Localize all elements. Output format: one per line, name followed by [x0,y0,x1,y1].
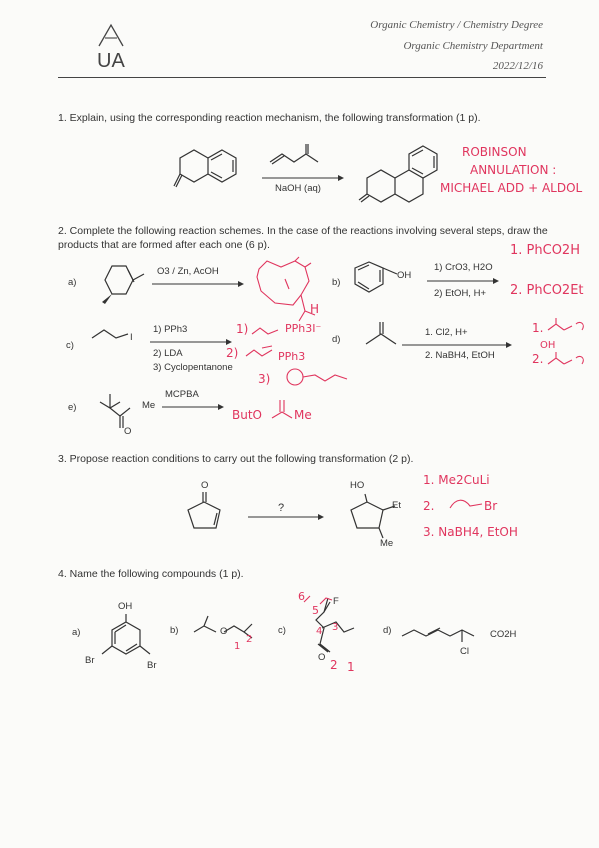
q4c-number-6: 6 [298,590,305,603]
q4c-number-1: 1 [347,660,355,674]
header-divider [58,77,546,78]
q2d-reagent-1: 1. Cl2, H+ [425,327,468,338]
q3-product-structure [345,490,405,545]
q2c-answer-step3: 3) [258,372,271,386]
q2c-answer-ylide: PPh3 [278,350,306,363]
q2d-answer-1-label: 1. [532,321,544,335]
q2b-reagent-2: 2) EtOH, H+ [434,288,486,299]
q2e-answer-me: Me [294,408,312,422]
q4c-number-2: 2 [330,658,338,672]
q3-product-et: Et [392,500,401,511]
q4a-label: a) [72,627,81,638]
q2d-reagent-2: 2. NaBH4, EtOH [425,350,495,361]
q4d-carboxylic-acid: CO2H [490,629,517,640]
q2d-answer-1-drawing [544,316,590,336]
q2a-label: a) [68,277,77,288]
q2b-reagent-1: 1) CrO3, H2O [434,262,493,273]
q4a-br-left: Br [85,655,95,666]
q1-note-robinson: ROBINSON [462,145,527,159]
q4c-number-5: 5 [312,604,319,617]
q2d-label: d) [332,334,341,345]
q1-note-annulation: ANNULATION : [470,163,557,177]
q4a-br-right: Br [147,660,157,671]
q4c-label: c) [278,625,286,636]
q2d-answer-2-label: 2. [532,352,544,366]
q4d-chlorine: Cl [460,646,469,657]
header-date: 2022/12/16 [492,60,543,72]
q3-answer-2: 2. [423,499,435,513]
q1-reagent: NaOH (aq) [275,183,321,194]
q1-reactant-structure [170,140,250,210]
q2c-reagent-3: 3) Cyclopentanone [153,362,233,373]
q2e-reactant-structure [96,386,146,436]
q3-answer-3: 3. NaBH4, EtOH [423,525,518,539]
q2c-answer-phosphonium: PPh3I⁻ [285,322,322,335]
q3-answer-2-br: Br [484,499,498,513]
q3-reactant-structure [180,490,240,540]
q2a-answer-h: H [310,302,320,316]
q2c-label: c) [66,340,74,351]
q3-answer-1: 1. Me2CuLi [423,473,490,487]
university-logo-icon [96,22,126,48]
q4c-number-3: 3 [332,622,339,633]
q4c-number-4: 4 [316,626,323,637]
q2d-answer-oh: OH [540,340,556,351]
q2b-answer-2: 2. PhCO2Et [510,283,584,298]
q3-arrow [246,512,331,522]
q4d-label: d) [383,625,392,636]
q4a-oh: OH [118,601,133,612]
q4b-structure [190,612,270,652]
q2c-answer-chain-2 [244,344,284,360]
q1-enone-structure [268,142,328,172]
q2e-label: e) [68,402,77,413]
q2c-answer-step1: 1) [236,322,249,336]
q4-text: 4. Name the following compounds (1 p). [58,568,244,580]
q3-product-ho: HO [350,480,365,491]
q2a-reagent: O3 / Zn, AcOH [157,266,219,277]
q2c-reagent-1: 1) PPh3 [153,324,188,335]
q2c-answer-alkene [285,365,355,387]
q2b-answer-1: 1. PhCO2H [510,243,580,258]
q2d-arrow [400,340,520,350]
q4b-number-1: 1 [234,641,241,652]
header-department: Organic Chemistry Department [403,40,543,52]
q4c-fluorine: F [333,596,339,607]
q4b-number-2: 2 [246,634,253,645]
q2e-reagent: MCPBA [165,389,199,400]
q2e-oxygen: O [124,426,132,437]
header-course: Organic Chemistry / Chemistry Degree [370,19,543,31]
q1-reaction-arrow [260,173,350,183]
q3-reactant-oxygen: O [201,480,209,491]
q2d-reactant-structure [362,318,402,358]
q1-product-structure [355,140,455,210]
q2b-oh: OH [397,270,412,281]
q4c-oxygen: O [318,652,326,663]
q3-text: 3. Propose reaction conditions to carry out the following transformation (2 p). [58,453,414,465]
q4b-label: b) [170,625,179,636]
q1-note-mechanism: MICHAEL ADD + ALDOL [440,181,583,195]
q2b-arrow [425,276,505,286]
logo-text: UA [97,50,125,72]
q2e-answer-ester: ButO [232,408,262,422]
q2a-arrow [150,279,250,289]
q4b-oxygen: O [220,626,228,637]
q2c-answer-chain-1 [250,324,290,338]
q2d-answer-2-drawing [544,350,590,370]
q2a-reactant-structure [92,258,147,308]
q2c-arrow [148,337,238,347]
q2-text: 2. Complete the following reaction schemes. In the case of the reactions involving several steps, draw the products that are formed after each one (6 p). [58,225,548,251]
q1-text: 1. Explain, using the corresponding reaction mechanism, the following transformation (1 p). [58,112,481,124]
q2b-label: b) [332,277,341,288]
q4d-structure [400,618,500,648]
q2c-reagent-2: 2) LDA [153,348,183,359]
q2e-arrow [160,402,230,412]
q2e-me: Me [142,400,156,411]
q3-product-me: Me [380,538,394,549]
q3-question-mark: ? [278,502,285,514]
q2c-answer-step2: 2) [226,346,239,360]
q2c-halide: I [130,332,133,343]
